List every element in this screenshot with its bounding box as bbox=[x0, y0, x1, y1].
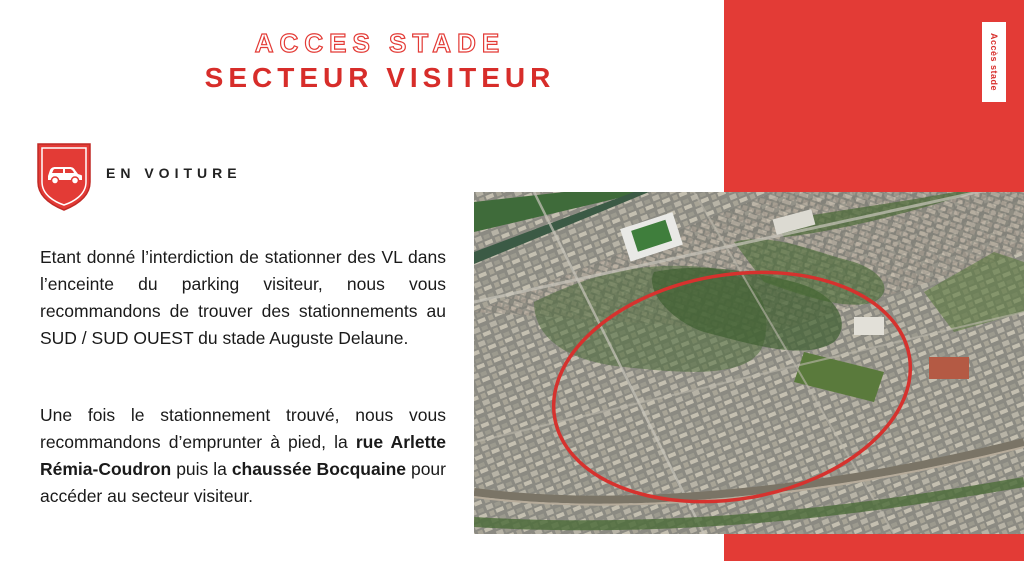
aerial-map-image bbox=[474, 192, 1024, 534]
car-icon bbox=[36, 142, 92, 212]
street-name-chaussee: chaussée Bocquaine bbox=[231, 459, 407, 479]
side-tab-label: Accès stade bbox=[989, 32, 999, 92]
paragraph-walking-route bbox=[40, 402, 446, 510]
paragraph2-text: puis la bbox=[171, 459, 232, 479]
section-heading: EN VOITURE bbox=[106, 165, 242, 181]
page-title-line2: SECTEUR VISITEUR bbox=[204, 62, 556, 93]
paragraph-parking: Etant donné l’interdiction de stationner des VL dans l’enceinte du parking visiteur, nous vous recommandons de trouver des stationnements au SUD / SUD OUEST du stade Auguste Delaune. bbox=[40, 247, 446, 348]
paragraph2-text: Une fois le stationnement trouvé, nous vous recommandons d’emprunter à pied, la bbox=[40, 405, 446, 452]
page-title-line1: ACCES STADE bbox=[254, 28, 506, 58]
side-tab bbox=[982, 22, 1006, 102]
paragraph2-text: pour accéder au secteur visiteur. bbox=[40, 459, 446, 506]
street-name-rue: rue Arlette Rémia-Coudron bbox=[40, 432, 446, 479]
